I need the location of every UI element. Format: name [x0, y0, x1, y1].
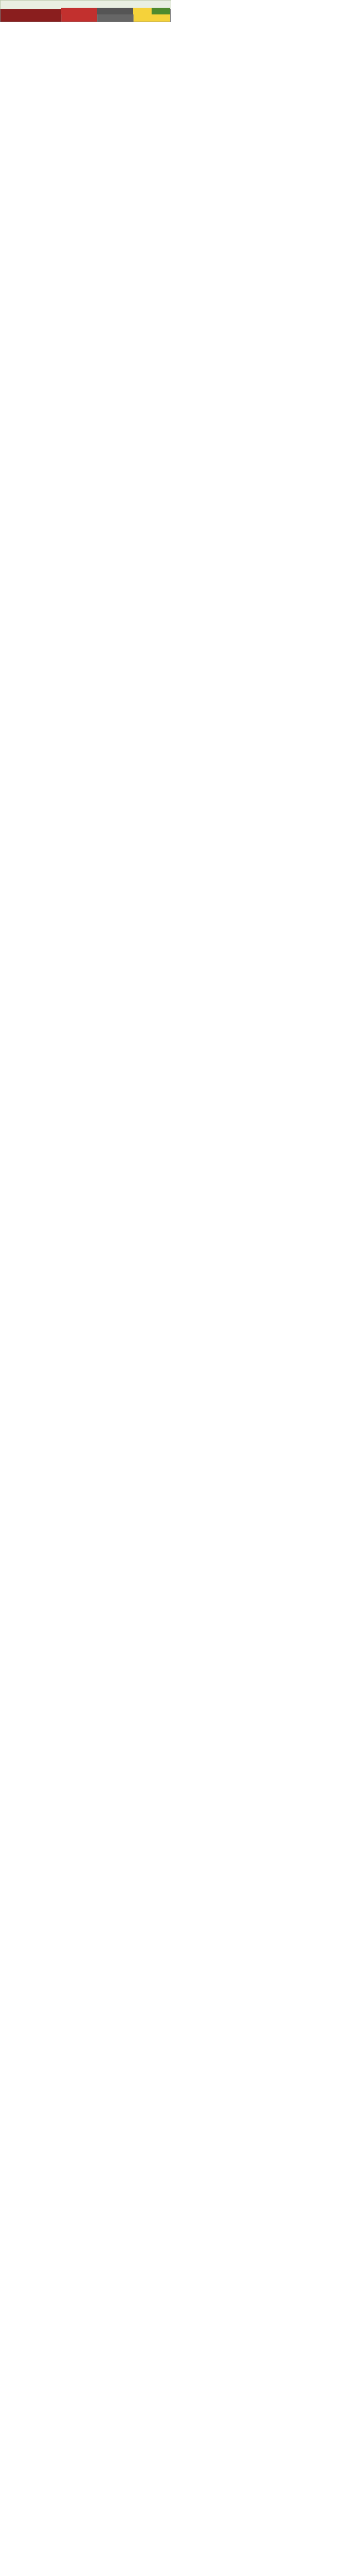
total-confirmados — [61, 8, 97, 14]
casos-negativos-label — [133, 0, 170, 7]
total-sospechosos — [133, 8, 152, 14]
total-defunciones — [97, 8, 133, 14]
total-negativos — [152, 8, 170, 14]
totals-footer — [0, 0, 170, 15]
